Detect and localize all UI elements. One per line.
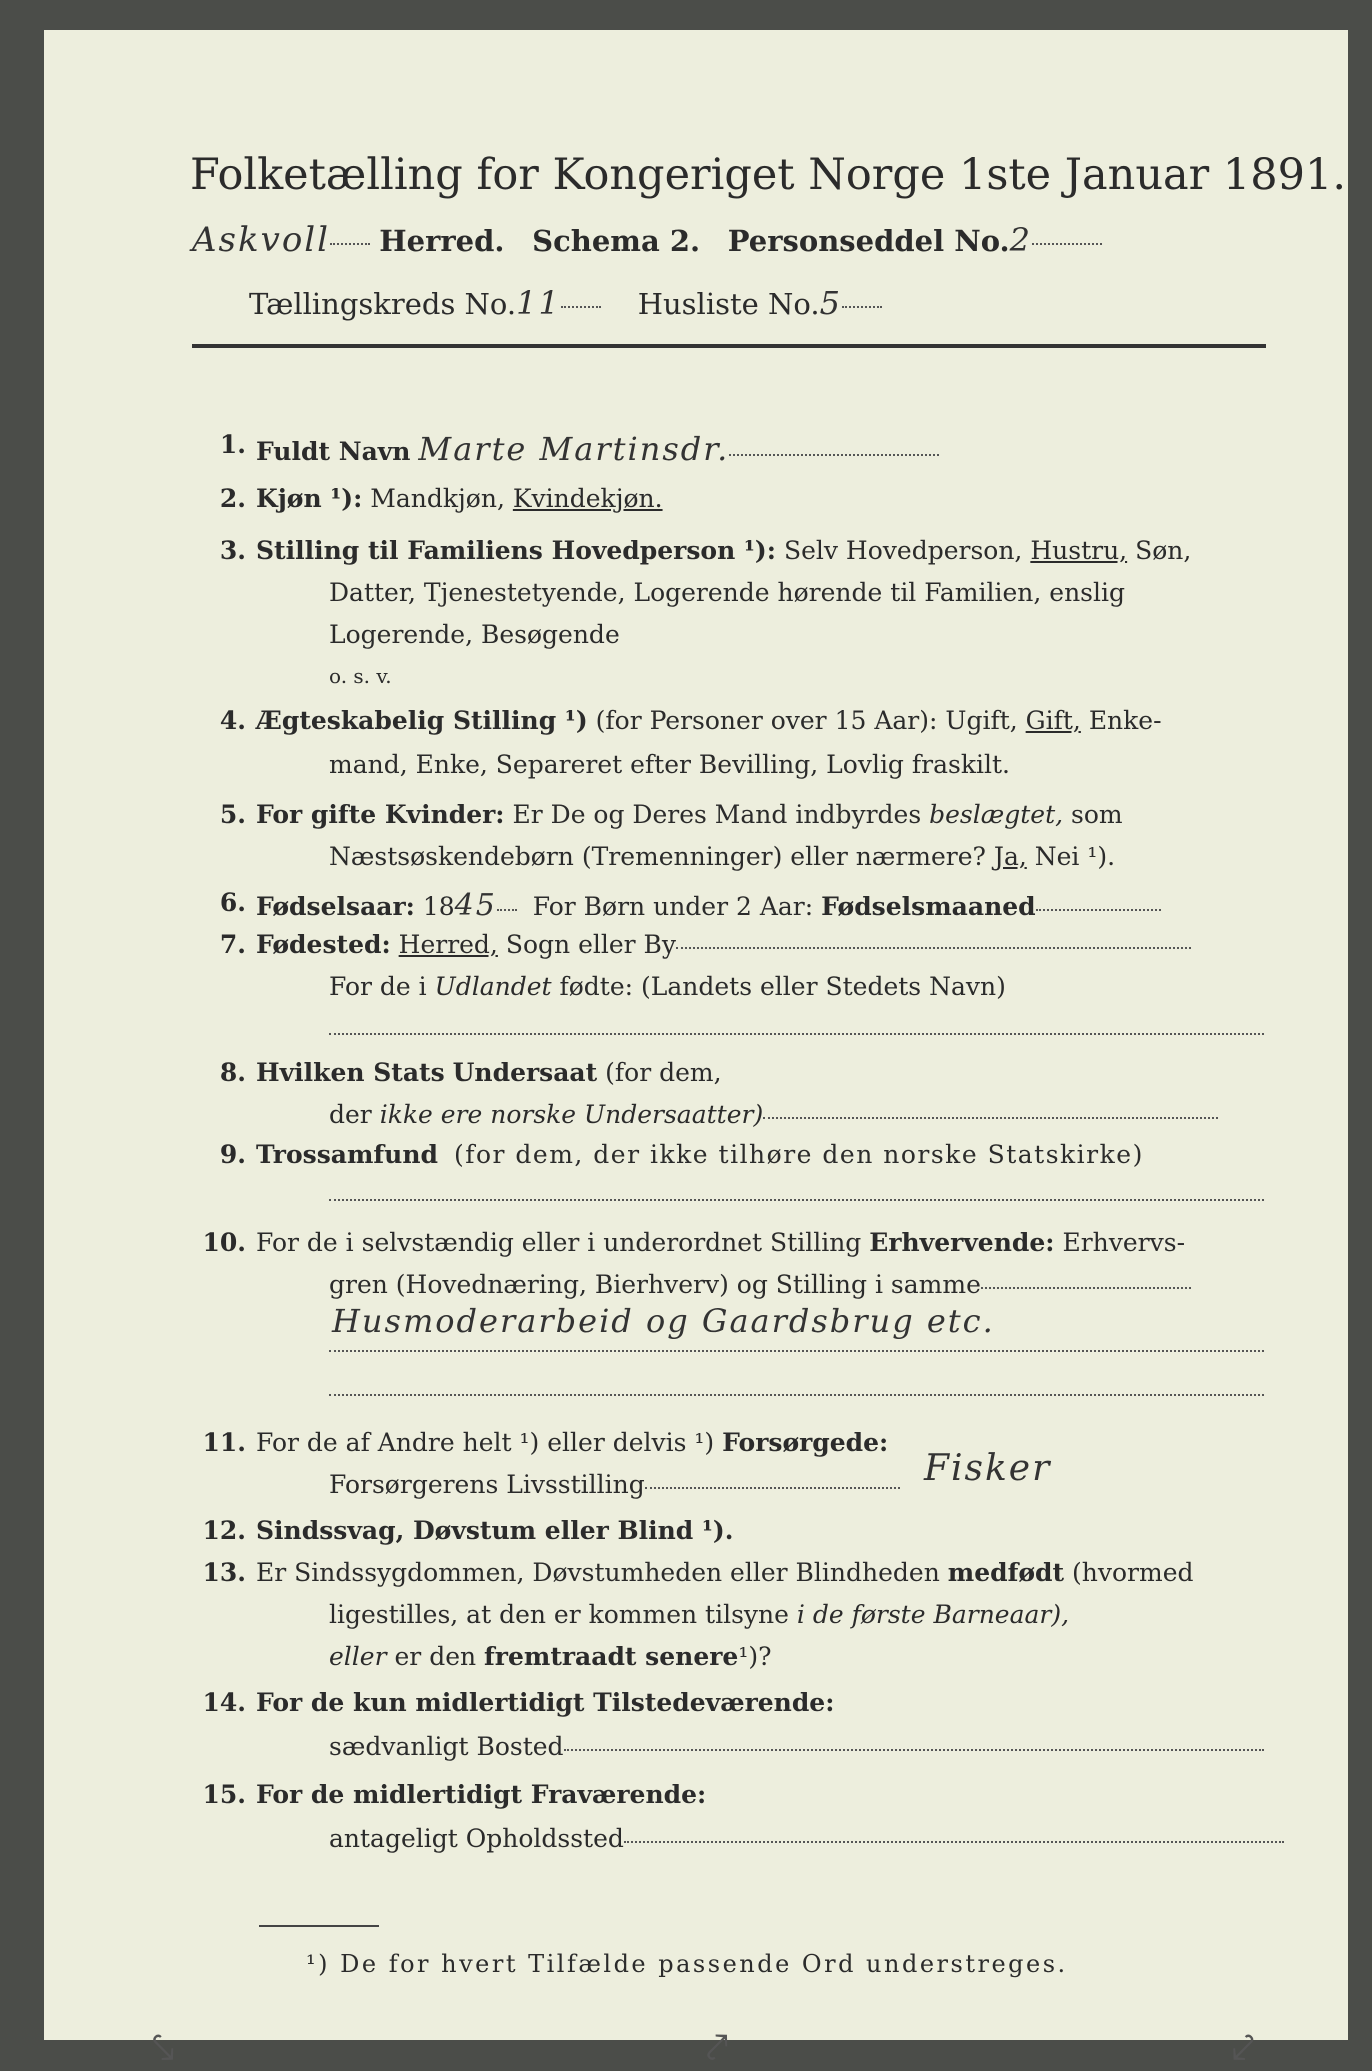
occupation-label-bold: Erhvervende: bbox=[869, 1228, 1055, 1257]
marital-status-label: Ægteskabelig Stilling ¹) bbox=[256, 706, 588, 735]
item-15-line-2 bbox=[329, 1824, 1284, 1853]
answer-yes-underlined: Ja, bbox=[993, 842, 1027, 871]
citizenship-not-norwegian: ikke ere norske Undersaatter) bbox=[379, 1100, 764, 1129]
item-13-line-2 bbox=[329, 1600, 1069, 1629]
family-position-label: Stilling til Familiens Hovedperson ¹): bbox=[256, 536, 776, 565]
kreds-label: Tællingskreds No. bbox=[249, 287, 517, 321]
dependents-label-bold: Forsørgede: bbox=[722, 1428, 889, 1457]
probable-location-label: antageligt Opholdssted bbox=[329, 1824, 624, 1853]
kreds-number: 11 bbox=[516, 284, 561, 322]
citizenship-der: der bbox=[329, 1100, 372, 1129]
birth-year-prefix: 18 bbox=[422, 892, 455, 921]
item-2-line bbox=[256, 484, 663, 513]
item-14-line-2 bbox=[329, 1732, 1264, 1761]
congenital-later: fremtraadt senere bbox=[484, 1642, 739, 1671]
herred-name-handwritten: Askvoll bbox=[192, 220, 331, 260]
item-13-line-1 bbox=[256, 1558, 1194, 1587]
item-6-number: 6. bbox=[219, 888, 246, 917]
occupation-question: For de i selvstændig eller i underordnet Stilling bbox=[256, 1228, 862, 1257]
usual-residence-label: sædvanligt Bosted bbox=[329, 1732, 564, 1761]
occupation-value-handwritten: Husmoderarbeid og Gaardsbrug etc. bbox=[332, 1302, 995, 1340]
item-5-number: 5. bbox=[219, 800, 246, 829]
item-2-number: 2. bbox=[219, 484, 246, 513]
citizenship-label-bold: Undersaat bbox=[452, 1058, 598, 1087]
marital-status-married-underlined: Gift, bbox=[1025, 706, 1081, 735]
corner-mark-center-icon: ⤤ bbox=[706, 2025, 729, 2071]
item-8-number: 8. bbox=[219, 1058, 246, 1087]
birthplace-label: Fødested: bbox=[256, 930, 391, 959]
item-7-line-1 bbox=[256, 930, 1191, 959]
header-rule bbox=[192, 344, 1266, 348]
item-13-line-3 bbox=[329, 1642, 772, 1671]
congenital-label-bold: medfødt bbox=[947, 1558, 1065, 1587]
family-position-son: Søn, bbox=[1135, 536, 1192, 565]
occupation-line-2: gren (Hovednæring, Bierhverv) og Stilling i samme bbox=[329, 1270, 981, 1299]
corner-mark-right-icon: ⤦ bbox=[1232, 2025, 1255, 2071]
item-6-line bbox=[256, 888, 1161, 923]
item-9-dotted-line bbox=[329, 1182, 1264, 1211]
birthplace-herred-underlined: Herred, bbox=[398, 930, 498, 959]
full-name-value: Marte Martinsdr. bbox=[418, 430, 730, 468]
full-name-label: Fuldt Navn bbox=[256, 437, 411, 466]
occupation-underline bbox=[329, 1348, 1264, 1352]
item-3-line-4: o. s. v. bbox=[329, 664, 392, 688]
citizenship-for-them: (for dem, bbox=[605, 1058, 722, 1087]
abroad-rest: fødte: (Landets eller Stedets Navn) bbox=[559, 972, 1006, 1001]
birth-month-label: Fødselsmaaned bbox=[821, 892, 1036, 921]
item-5-line-1 bbox=[256, 800, 1123, 829]
item-10-number: 10. bbox=[202, 1228, 246, 1257]
item-11-number: 11. bbox=[202, 1428, 246, 1457]
citizenship-label: Hvilken Stats bbox=[256, 1058, 445, 1087]
provider-occupation-label: Forsørgerens Livsstilling bbox=[329, 1470, 645, 1499]
form-title: Folketælling for Kongeriget Norge 1ste Januar 1891. bbox=[190, 150, 1347, 200]
congenital-hvormed: (hvormed bbox=[1072, 1558, 1194, 1587]
husliste-label: Husliste No. bbox=[637, 287, 820, 321]
marital-status-unmarried: (for Personer over 15 Aar): Ugift, bbox=[595, 706, 1018, 735]
item-9-number: 9. bbox=[219, 1140, 246, 1169]
sex-option-female-underlined: Kvindekjøn. bbox=[512, 484, 663, 513]
item-1-number: 1. bbox=[219, 430, 246, 459]
item-3-line-3: Logerende, Besøgende bbox=[329, 620, 620, 649]
married-women-question: Er De og Deres Mand indbyrdes bbox=[512, 800, 922, 829]
item-12-label: Sindssvag, Døvstum eller Blind ¹). bbox=[256, 1516, 734, 1545]
item-3-number: 3. bbox=[219, 536, 246, 565]
family-position-self: Selv Hovedperson, bbox=[783, 536, 1023, 565]
personseddel-label: Personseddel No. bbox=[727, 224, 1010, 258]
item-7-number: 7. bbox=[219, 930, 246, 959]
occupation-branch: Erhvervs- bbox=[1062, 1228, 1186, 1257]
item-10-line-2 bbox=[329, 1270, 1191, 1299]
marital-status-widower: Enke- bbox=[1088, 706, 1162, 735]
birth-year-label: Fødselsaar: bbox=[256, 892, 415, 921]
birth-year-value: 45 bbox=[454, 888, 497, 923]
congenital-er-den: er den bbox=[394, 1642, 477, 1671]
husliste-number: 5 bbox=[819, 284, 842, 322]
item-14-label: For de kun midlertidigt Tilstedeværende: bbox=[256, 1688, 835, 1717]
related-word: beslægtet, bbox=[929, 800, 1064, 829]
item-15-number: 15. bbox=[202, 1780, 246, 1809]
item-8-line-1 bbox=[256, 1058, 722, 1087]
corner-mark-left-icon: ⤥ bbox=[152, 2025, 175, 2071]
item-15-label: For de midlertidigt Fraværende: bbox=[256, 1780, 707, 1809]
religion-label: Trossamfund bbox=[256, 1140, 439, 1169]
census-form-page bbox=[44, 30, 1348, 2071]
occupation-dotted-line-2 bbox=[329, 1392, 1264, 1396]
item-5-line-2 bbox=[329, 842, 1115, 871]
congenital-childhood: i de første Barneaar), bbox=[796, 1600, 1070, 1629]
congenital-eller: eller bbox=[329, 1642, 387, 1671]
item-4-line-1 bbox=[256, 706, 1162, 735]
dependents-question: For de af Andre helt ¹) eller delvis ¹) bbox=[256, 1428, 715, 1457]
item-4-line-2: mand, Enke, Separeret efter Bevilling, Lovlig fraskilt. bbox=[329, 750, 1010, 779]
item-14-number: 14. bbox=[202, 1688, 246, 1717]
sex-label: Kjøn ¹): bbox=[256, 484, 363, 513]
item-3-line-1 bbox=[256, 536, 1191, 565]
item-11-line-1 bbox=[256, 1428, 888, 1457]
item-13-number: 13. bbox=[202, 1558, 246, 1587]
abroad-prefix: For de i bbox=[329, 972, 427, 1001]
item-3-line-2: Datter, Tjenestetyende, Logerende hørende til Familien, enslig bbox=[329, 578, 1126, 607]
herred-label: Herred. bbox=[379, 224, 505, 258]
answer-no: Nei ¹). bbox=[1034, 842, 1116, 871]
item-12-number: 12. bbox=[202, 1516, 246, 1545]
item-4-number: 4. bbox=[219, 706, 246, 735]
item-11-line-2 bbox=[329, 1470, 900, 1499]
schema-label: Schema 2. bbox=[532, 224, 701, 258]
married-women-som: som bbox=[1071, 800, 1123, 829]
kreds-line bbox=[249, 284, 882, 322]
herred-line bbox=[192, 220, 1102, 260]
item-7-line-2 bbox=[329, 972, 1006, 1001]
religion-condition: (for dem, der ikke tilhøre den norske Statskirke) bbox=[453, 1140, 1144, 1169]
congenital-question: Er Sindssygdommen, Døvstumheden eller Blindheden bbox=[256, 1558, 940, 1587]
cousins-question: Næstsøskendebørn (Tremenninger) eller nærmere? bbox=[329, 842, 986, 871]
item-9-line bbox=[256, 1140, 1144, 1169]
footnote-rule bbox=[259, 1925, 379, 1927]
sex-option-male: Mandkjøn, bbox=[370, 484, 505, 513]
footnote: ¹) De for hvert Tilfælde passende Ord understreges. bbox=[306, 1950, 1068, 1978]
item-1-line bbox=[256, 430, 939, 468]
item-8-line-2 bbox=[329, 1100, 1218, 1129]
birthplace-options: Sogn eller By bbox=[505, 930, 677, 959]
family-position-wife-underlined: Hustru, bbox=[1030, 536, 1128, 565]
personseddel-number: 2 bbox=[1009, 221, 1032, 259]
congenital-footnote-ref: ¹)? bbox=[738, 1642, 772, 1671]
item-10-line-1 bbox=[256, 1228, 1185, 1257]
congenital-line-2: ligestilles, at den er kommen tilsyne bbox=[329, 1600, 789, 1629]
children-under-2-label: For Børn under 2 Aar: bbox=[532, 892, 814, 921]
provider-occupation-value: Fisker bbox=[924, 1448, 1052, 1489]
married-women-label: For gifte Kvinder: bbox=[256, 800, 505, 829]
item-7-dotted-line bbox=[329, 1016, 1264, 1045]
abroad-word: Udlandet bbox=[434, 972, 552, 1001]
